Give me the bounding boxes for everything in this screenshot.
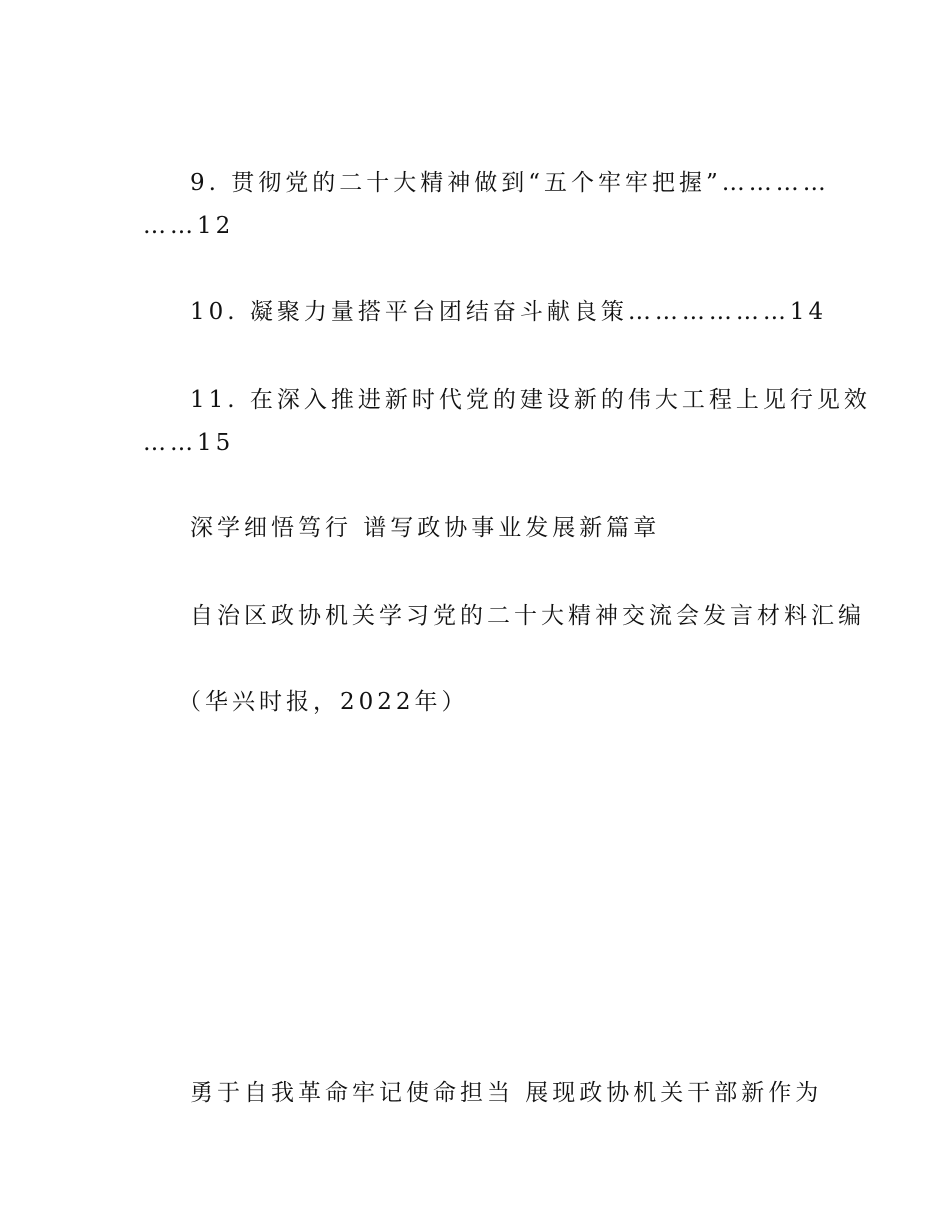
next-section-heading: 勇于自我革命牢记使命担当 展现政协机关干部新作为 bbox=[190, 1080, 823, 1106]
toc-entry-10-line1: 10. 凝聚力量搭平台团结奋斗献良策………………14 bbox=[190, 299, 828, 325]
section-subtitle: 自治区政协机关学习党的二十大精神交流会发言材料汇编 bbox=[190, 603, 865, 629]
toc-entry-9-line1: 9. 贯彻党的二十大精神做到“五个牢牢把握”………… bbox=[190, 170, 830, 196]
section-title: 深学细悟笃行 谱写政协事业发展新篇章 bbox=[190, 515, 661, 541]
toc-entry-11-line2: ……15 bbox=[143, 430, 235, 456]
toc-entry-11-line1: 11. 在深入推进新时代党的建设新的伟大工程上见行见效 bbox=[190, 387, 871, 413]
section-source: （华兴时报，2022年） bbox=[178, 689, 469, 715]
toc-entry-9-line2: ……12 bbox=[143, 213, 235, 239]
